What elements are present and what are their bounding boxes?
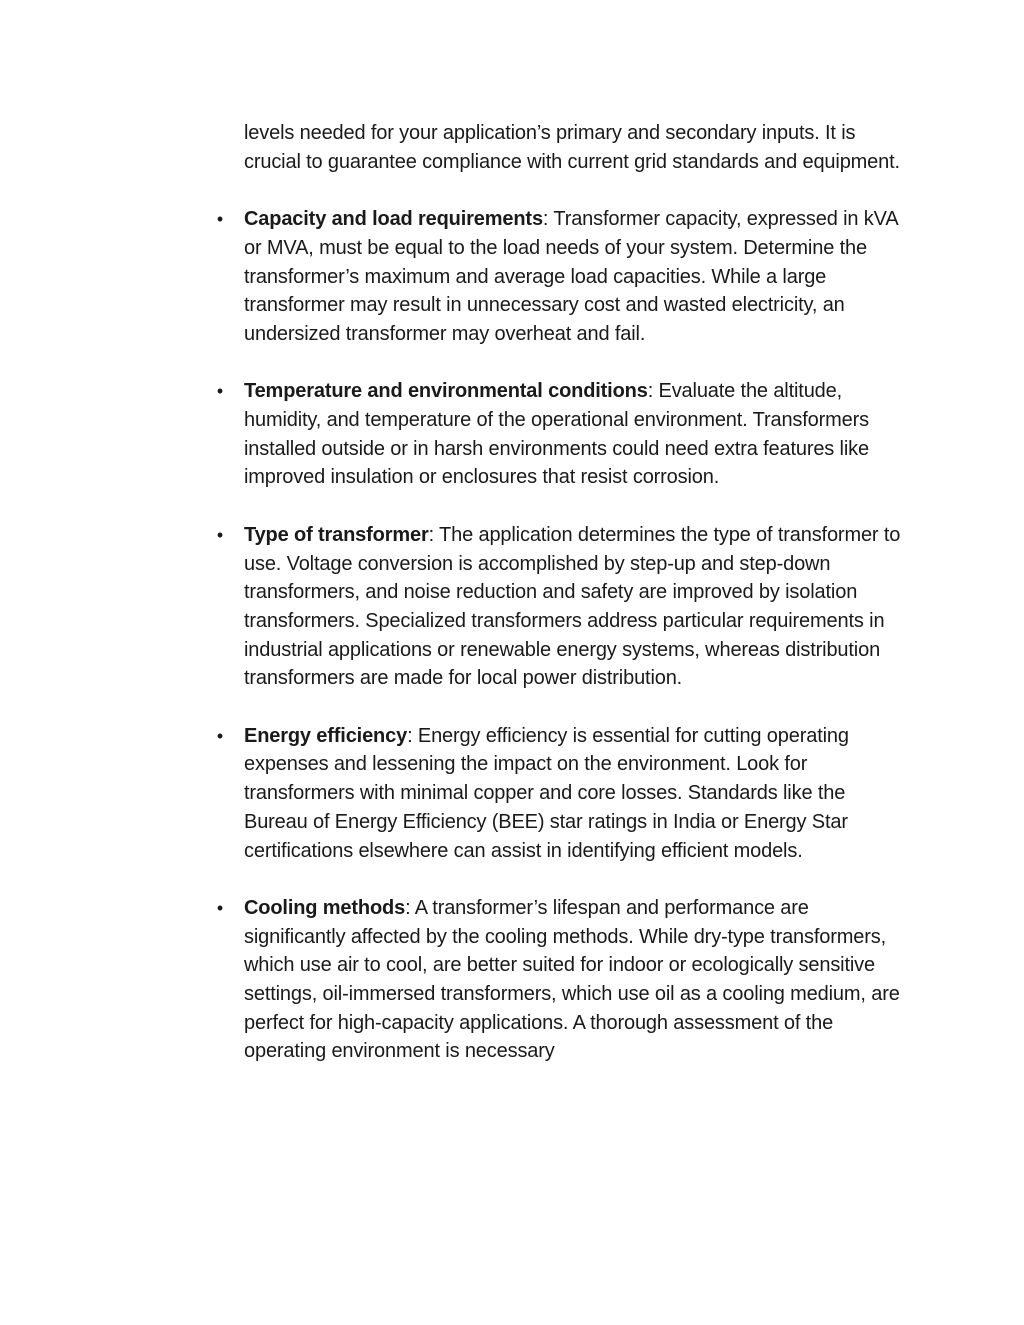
item-term: Temperature and environmental conditions <box>244 380 648 403</box>
intro-paragraph: levels needed for your application’s primary and secondary inputs. It is crucial to guarantee compliance with current grid standards and equipment. <box>244 122 900 173</box>
bullet-icon: • <box>216 725 224 746</box>
item-term: Capacity and load requirements <box>244 208 543 231</box>
item-text: : Transformer capacity, expressed in kVA or MVA, must be equal to the load needs of your system. Determine the transformer’s maximum and average load capacities. While a large transformer may result in unnecessary cost and wasted electricity, an undersized transformer may overheat and fail. <box>244 208 898 345</box>
bullet-icon: • <box>216 209 224 230</box>
list-item-efficiency <box>216 722 912 866</box>
bullet-icon: • <box>216 524 224 545</box>
item-text: : A transformer’s lifespan and performance are significantly affected by the cooling methods. While dry-type transformers, which use air to cool, are better suited for indoor or ecologically sensitive settings, oil-immersed transformers, which use oil as a cooling medium, are perfect for high-capacity applications. A thorough assessment of the operating environment is necessary <box>244 896 900 1063</box>
item-term: Cooling methods <box>244 896 406 919</box>
item-term: Energy efficiency <box>244 724 408 747</box>
item-text: : The application determines the type of transformer to use. Voltage conversion is accomplished by step-up and step-down transformers, and noise reduction and safety are improved by isolation transformers. Specialized transformers address particular requirements in industrial applications or renewable energy systems, whereas distribution transformers are made for local power distribution. <box>244 523 901 690</box>
list-item-capacity <box>216 205 912 349</box>
bullet-icon: • <box>216 381 224 402</box>
list-item-type <box>216 521 912 693</box>
list-item-cooling <box>216 894 912 1066</box>
item-text: : Evaluate the altitude, humidity, and temperature of the operational environment. Transformers installed outside or in harsh environments could need extra features like improved insulation or enclosures that resist corrosion. <box>244 380 870 489</box>
item-text: : Energy efficiency is essential for cutting operating expenses and lessening the impact on the environment. Look for transformers with minimal copper and core losses. Standards like the Bureau of Energy Efficiency (BEE) star ratings in India or Energy Star certifications elsewhere can assist in identifying efficient models. <box>244 724 849 862</box>
bullet-icon: • <box>216 897 224 918</box>
item-term: Type of transformer <box>244 523 429 546</box>
text-column <box>216 119 912 1095</box>
list-item-temperature <box>216 377 912 492</box>
